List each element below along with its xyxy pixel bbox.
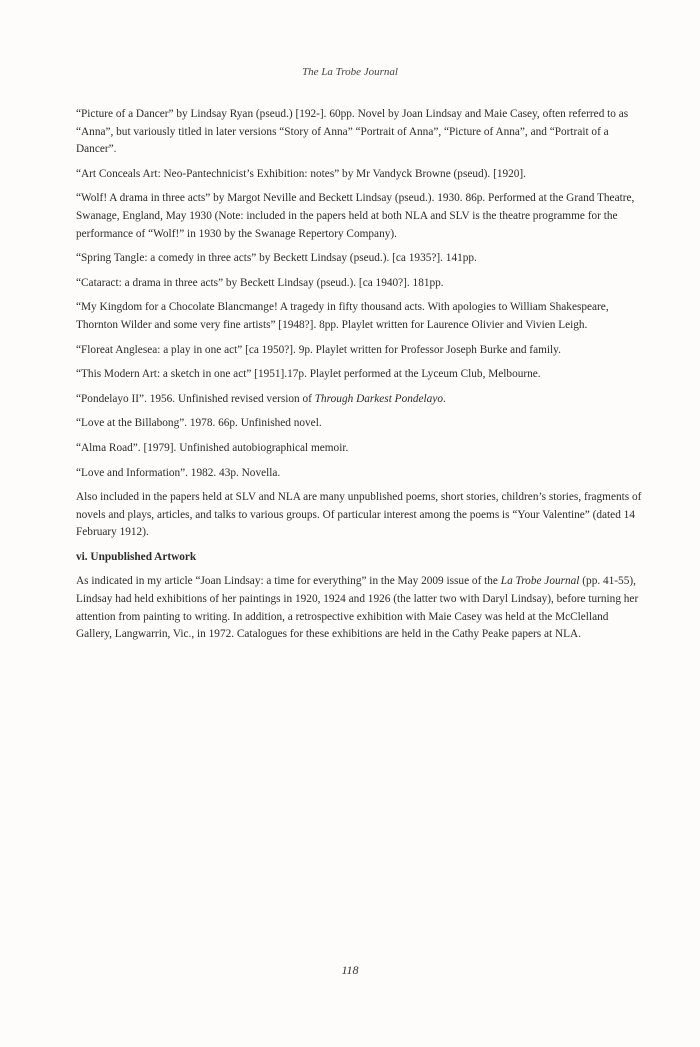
paragraph-unpublished-artwork bbox=[76, 573, 642, 643]
section-heading: vi. Unpublished Artwork bbox=[76, 550, 197, 563]
page-number: 118 bbox=[341, 963, 359, 977]
bibliography-entry-cataract: “Cataract: a drama in three acts” by Beckett Lindsay (pseud.). [ca 1940?]. 181pp. bbox=[76, 276, 444, 289]
bibliography-entry-art-conceals-art: “Art Conceals Art: Neo-Pantechnicist’s Exhibition: notes” by Mr Vandyck Browne (pseud). [1920]. bbox=[76, 167, 527, 180]
paragraph-also-included: Also included in the papers held at SLV and NLA are many unpublished poems, short stories, children’s stories, fragments of novels and plays, articles, and talks to various groups. Of particular interest among the poems is “Your Valentine” (dated 14 February 1912). bbox=[76, 491, 642, 539]
bibliography-entry-picture-of-a-dancer: “Picture of a Dancer” by Lindsay Ryan (pseud.) [192-]. 60pp. Novel by Joan Lindsay and Maie Casey, often referred to as “Anna”, but variously titled in later versions “Story of Anna” “Portrait of Anna”, “Picture of Anna”, and “Portrait of a Dancer”. bbox=[76, 108, 629, 156]
bibliography-entry-pondelayo-ii bbox=[76, 391, 642, 409]
bibliography-entry-floreat-anglesea: “Floreat Anglesea: a play in one act” [ca 1950?]. 9p. Playlet written for Professor Joseph Burke and family. bbox=[76, 343, 561, 356]
journal-title: La Trobe Journal bbox=[500, 575, 580, 588]
pondelayo-end: . bbox=[442, 392, 446, 405]
bibliography-entry-alma-road: “Alma Road”. [1979]. Unfinished autobiographical memoir. bbox=[76, 441, 349, 454]
running-head: The La Trobe Journal bbox=[302, 66, 398, 78]
bibliography-entry-wolf: “Wolf! A drama in three acts” by Margot Neville and Beckett Lindsay (pseud.). 1930. 86p. Performed at the Grand Theatre, Swanage, England, May 1930 (Note: included in the papers held at both NLA and SLV is the theatre programme for the performance of “Wolf!” in 1930 by the Swanage Repertory Company). bbox=[76, 192, 635, 240]
bibliography-entry-this-modern-art: “This Modern Art: a sketch in one act” [1951].17p. Playlet performed at the Lyceum Club, Melbourne. bbox=[76, 368, 541, 381]
page-body bbox=[76, 106, 642, 651]
bibliography-entry-my-kingdom: “My Kingdom for a Chocolate Blancmange! A tragedy in fifty thousand acts. With apologies to William Shakespeare, Thornton Wilder and some very fine artists” [1948?]. 8pp. Playlet written for Laurence Olivier and Vivien Leigh. bbox=[76, 301, 609, 331]
bibliography-entry-love-at-the-billabong: “Love at the Billabong”. 1978. 66p. Unfinished novel. bbox=[76, 417, 322, 430]
artwork-text-start: As indicated in my article “Joan Lindsay: a time for everything” in the May 2009 issue of the bbox=[76, 575, 501, 588]
artwork-text-end: (pp. 41-55), Lindsay had held exhibitions of her paintings in 1920, 1924 and 1926 (the latter two with Daryl Lindsay), before turning her attention from painting to writing. In addition, a retrospective exhibition with Maie Casey was held at the McClelland Gallery, Langwarrin, Vic., in 1972. Catalogues for these exhibitions are held in the Cathy Peake papers at NLA. bbox=[76, 575, 639, 641]
bibliography-entry-spring-tangle: “Spring Tangle: a comedy in three acts” by Beckett Lindsay (pseud.). [ca 1935?]. 141pp. bbox=[76, 252, 477, 265]
bibliography-entry-love-and-information: “Love and Information”. 1982. 43p. Novella. bbox=[76, 466, 281, 479]
pondelayo-text: “Pondelayo II”. 1956. Unfinished revised version of bbox=[76, 392, 315, 405]
pondelayo-title: Through Darkest Pondelayo bbox=[314, 392, 443, 405]
